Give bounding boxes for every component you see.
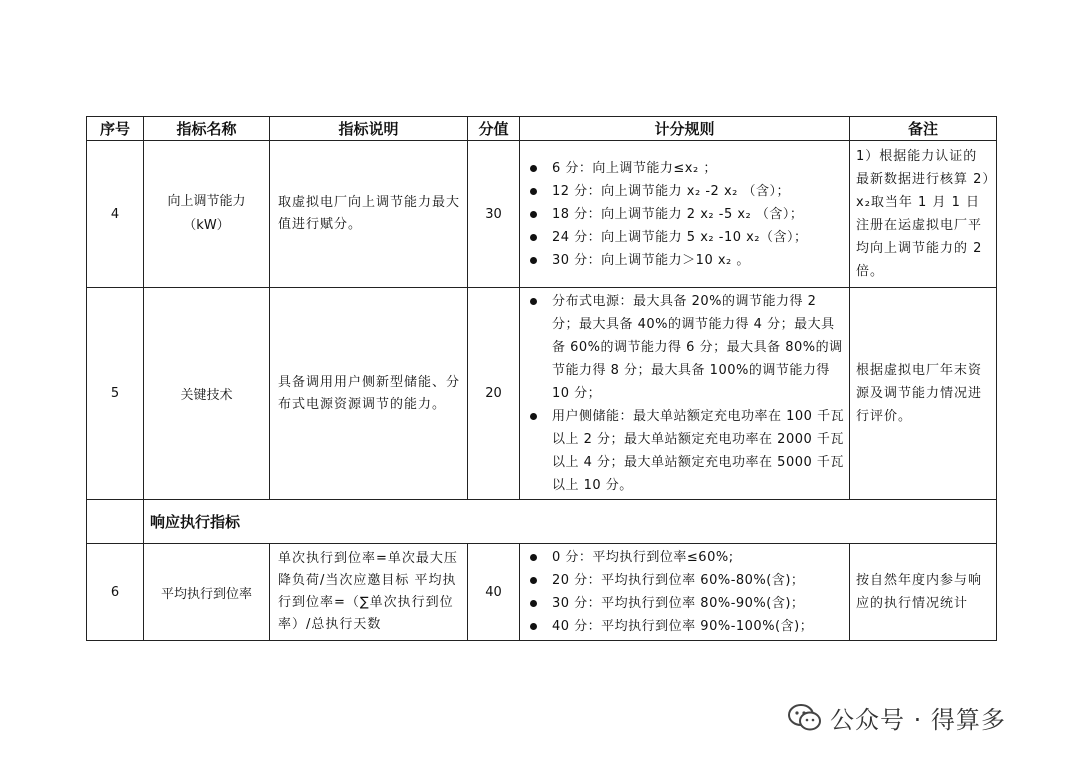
indicator-name-line1: 向上调节能力	[167, 194, 246, 209]
row-remarks: 按自然年度内参与响应的执行情况统计	[850, 544, 997, 641]
rule-item: 40 分：平均执行到位率 90%-100%(含)；	[528, 615, 845, 638]
row-scoring-rules	[520, 141, 850, 288]
indicator-name-line2: （kW）	[183, 218, 230, 233]
row-index: 5	[87, 288, 144, 500]
row-score: 20	[468, 288, 520, 500]
rule-item: 12 分：向上调节能力 x₂ -2 x₂ （含）；	[528, 180, 845, 203]
row-remarks: 1）根据能力认证的最新数据进行核算 2）x₂取当年 1 月 1 日注册在运虚拟电厂平均向上调节能力的 2 倍。	[850, 141, 997, 288]
wechat-logo-icon	[788, 703, 822, 733]
rule-item: 0 分：平均执行到位率≤60%;	[528, 546, 845, 569]
rule-item: 分布式电源：最大具备 20%的调节能力得 2 分；最大具备 40%的调节能力得 4 分；最大具备 60%的调节能力得 6 分；最大具备 80%的调节能力得 8 分；最大具备 100%的调节能力得 10 分；	[528, 290, 845, 405]
watermark	[788, 700, 1006, 735]
table-row	[87, 288, 997, 500]
row-index: 4	[87, 141, 144, 288]
rules-list	[520, 288, 849, 499]
row-indicator-desc: 具备调用用户侧新型储能、分布式电源资源调节的能力。	[270, 288, 468, 500]
row-score: 40	[468, 544, 520, 641]
row-indicator-name: 平均执行到位率	[144, 544, 270, 641]
section-title: 响应执行指标	[144, 500, 997, 544]
rule-item: 6 分：向上调节能力≤x₂ ；	[528, 157, 845, 180]
table-row	[87, 544, 997, 641]
rule-item: 18 分：向上调节能力 2 x₂ -5 x₂ （含）；	[528, 203, 845, 226]
header-score: 分值	[468, 117, 520, 141]
table-row	[87, 141, 997, 288]
watermark-text: 公众号 · 得算多	[830, 706, 1006, 734]
row-indicator-name: 关键技术	[144, 288, 270, 500]
rule-item: 用户侧储能：最大单站额定充电功率在 100 千瓦以上 2 分；最大单站额定充电功率在 2000 千瓦以上 4 分；最大单站额定充电功率在 5000 千瓦以上 10 分。	[528, 405, 845, 497]
rules-list	[520, 155, 849, 274]
header-remarks: 备注	[850, 117, 997, 141]
header-index: 序号	[87, 117, 144, 141]
row-scoring-rules	[520, 288, 850, 500]
row-indicator-name	[144, 141, 270, 288]
table-header-row	[87, 117, 997, 141]
header-indicator-desc: 指标说明	[270, 117, 468, 141]
header-indicator-name: 指标名称	[144, 117, 270, 141]
row-indicator-desc: 取虚拟电厂向上调节能力最大值进行赋分。	[270, 141, 468, 288]
row-indicator-desc: 单次执行到位率=单次最大压降负荷/当次应邀目标 平均执行到位率=（∑单次执行到位率）/总执行天数	[270, 544, 468, 641]
row-score: 30	[468, 141, 520, 288]
rule-item: 30 分：平均执行到位率 80%-90%(含)；	[528, 592, 845, 615]
row-index: 6	[87, 544, 144, 641]
rule-item: 24 分：向上调节能力 5 x₂ -10 x₂（含）；	[528, 226, 845, 249]
rules-list	[520, 544, 849, 640]
rule-item: 30 分：向上调节能力＞10 x₂ 。	[528, 249, 845, 272]
indicator-table	[86, 116, 997, 641]
row-scoring-rules	[520, 544, 850, 641]
header-scoring-rules: 计分规则	[520, 117, 850, 141]
section-row	[87, 500, 997, 544]
section-index-empty	[87, 500, 144, 544]
row-remarks: 根据虚拟电厂年末资源及调节能力情况进行评价。	[850, 288, 997, 500]
rule-item: 20 分：平均执行到位率 60%-80%(含)；	[528, 569, 845, 592]
